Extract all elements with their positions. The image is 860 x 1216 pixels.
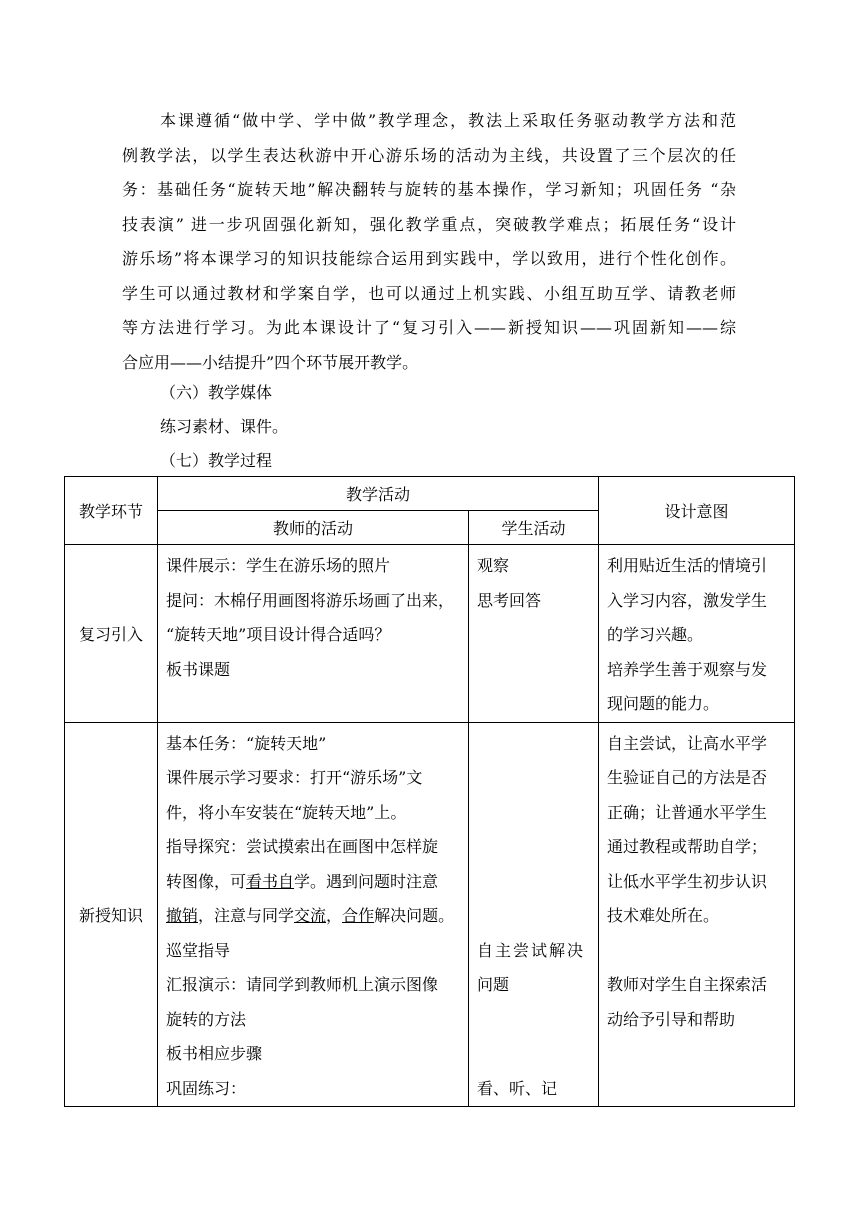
cell-line: 利用贴近生活的情境引 bbox=[607, 556, 768, 575]
table-row bbox=[65, 722, 795, 1107]
cell-line bbox=[166, 865, 460, 900]
header-teacher: 教师的活动 bbox=[158, 511, 469, 545]
table-header-row bbox=[65, 477, 795, 511]
paragraph-line: 游乐场”将本课学习的知识技能综合运用到实践中，学以致用，进行个性化创作。 bbox=[122, 249, 736, 268]
text-run: ，注意与同学 bbox=[198, 906, 295, 925]
text-run: 转图像，可 bbox=[166, 871, 247, 891]
intent-cell bbox=[599, 545, 795, 723]
cell-line: 观察 bbox=[477, 556, 510, 575]
stage-cell: 新授知识 bbox=[65, 722, 158, 1107]
cell-line: 旋转的方法 bbox=[166, 1009, 247, 1029]
paragraph-line: 等方法进行学习。为此本课设计了“复习引入——新授知识——巩固新知——综 bbox=[122, 318, 736, 337]
student-cell bbox=[469, 545, 599, 723]
cell-line: 动给予引导和帮助 bbox=[607, 1009, 736, 1029]
paragraph-line: 例教学法，以学生表达秋游中开心游乐场的活动为主线，共设置了三个层次的任 bbox=[122, 145, 736, 165]
cell-line: 巡堂指导 bbox=[166, 940, 231, 960]
cell-line: 课件展示：学生在游乐场的照片 bbox=[166, 556, 391, 575]
blank-line bbox=[477, 899, 590, 934]
cell-line: 问题 bbox=[477, 975, 510, 994]
header-student: 学生活动 bbox=[469, 511, 599, 545]
underlined-text: 看书自 bbox=[246, 871, 295, 891]
header-stage: 教学环节 bbox=[65, 477, 158, 545]
cell-line: 的学习兴趣。 bbox=[607, 625, 704, 644]
cell-line: 课件展示学习要求：打开“游乐场”文 bbox=[166, 768, 423, 787]
blank-line bbox=[477, 796, 590, 831]
blank-line bbox=[477, 1003, 590, 1038]
paragraph-line: 合应用——小结提升”四个环节展开教学。 bbox=[122, 352, 419, 372]
stage-cell: 复习引入 bbox=[65, 545, 158, 723]
paragraph-line: 学生可以通过教材和学案自学，也可以通过上机实践、小组互助互学、请教老师 bbox=[122, 283, 736, 303]
header-intent: 设计意图 bbox=[599, 477, 795, 545]
cell-line: 板书相应步骤 bbox=[166, 1044, 263, 1063]
section-heading-media: （六）教学媒体 bbox=[160, 383, 273, 402]
blank-line bbox=[477, 865, 590, 900]
cell-line: “旋转天地”项目设计得合适吗？ bbox=[166, 625, 391, 644]
cell-line: 入学习内容，激发学生 bbox=[607, 590, 768, 610]
cell-line: 生验证自己的方法是否 bbox=[607, 768, 768, 787]
cell-line: 提问：木棉仔用画图将游乐场画了出来， bbox=[166, 590, 455, 610]
cell-line: 看、听、记 bbox=[477, 1078, 558, 1098]
cell-line: 通过教程或帮助自学； bbox=[607, 837, 768, 856]
teacher-cell bbox=[158, 545, 469, 723]
cell-line: 正确；让普通水平学生 bbox=[607, 802, 768, 822]
underlined-text: 交流 bbox=[294, 906, 327, 925]
blank-line bbox=[477, 727, 590, 762]
text-run: 解决问题。 bbox=[374, 906, 455, 925]
cell-line: 件，将小车安装在“旋转天地”上。 bbox=[166, 802, 407, 822]
media-content: 练习素材、课件。 bbox=[160, 417, 289, 436]
section-heading-process: （七）教学过程 bbox=[160, 451, 273, 470]
cell-line: 基本任务：“旋转天地” bbox=[166, 733, 327, 753]
intro-paragraph bbox=[122, 104, 736, 380]
underlined-text: 撤销 bbox=[166, 906, 199, 925]
paragraph-line: 本课遵循“做中学、学中做”教学理念，教法上采取任务驱动教学方法和范 bbox=[160, 111, 736, 130]
teaching-process-table bbox=[64, 476, 795, 1107]
cell-line: 现问题的能力。 bbox=[607, 694, 720, 713]
student-cell bbox=[469, 722, 599, 1107]
cell-line: 自主尝试解决 bbox=[477, 940, 586, 960]
text-run: 学。遇到问题时注意 bbox=[294, 871, 439, 891]
cell-line: 教师对学生自主探索活 bbox=[607, 975, 768, 994]
cell-line: 培养学生善于观察与发 bbox=[607, 659, 768, 679]
paragraph-line: 技表演” 进一步巩固强化新知，强化教学重点，突破教学难点；拓展任务“设计 bbox=[122, 214, 736, 234]
table-row bbox=[65, 545, 795, 723]
text-run: ， bbox=[326, 906, 343, 925]
blank-line bbox=[477, 830, 590, 865]
paragraph-line: 务：基础任务“旋转天地”解决翻转与旋转的基本操作，学习新知；巩固任务 “杂 bbox=[122, 180, 736, 199]
cell-line bbox=[166, 899, 460, 934]
blank-line bbox=[477, 1037, 590, 1072]
intent-cell bbox=[599, 722, 795, 1107]
cell-line: 让低水平学生初步认识 bbox=[607, 871, 768, 891]
underlined-text: 合作 bbox=[342, 906, 375, 925]
teacher-cell bbox=[158, 722, 469, 1107]
cell-line: 巩固练习： bbox=[166, 1078, 247, 1098]
cell-line: 思考回答 bbox=[477, 590, 542, 610]
cell-line: 指导探究：尝试摸索出在画图中怎样旋 bbox=[166, 837, 439, 856]
cell-line: 自主尝试，让高水平学 bbox=[607, 733, 768, 753]
header-activities: 教学活动 bbox=[158, 477, 599, 511]
cell-line: 技术难处所在。 bbox=[607, 906, 720, 925]
cell-line: 板书课题 bbox=[166, 659, 231, 679]
cell-line: 汇报演示：请同学到教师机上演示图像 bbox=[166, 975, 439, 994]
blank-line bbox=[477, 761, 590, 796]
blank-line bbox=[607, 934, 786, 969]
